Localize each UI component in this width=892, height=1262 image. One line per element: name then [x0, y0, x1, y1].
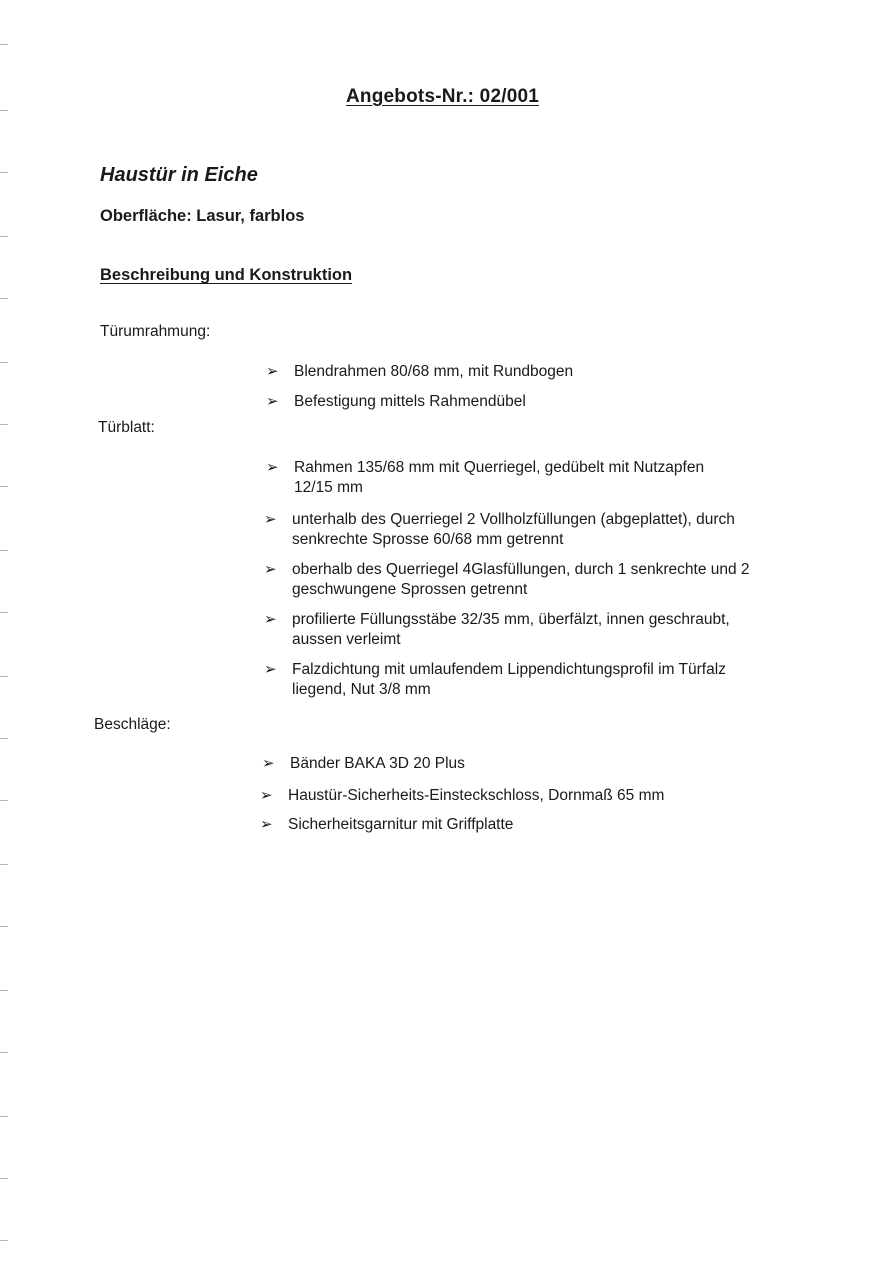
punch-margin-marks — [0, 0, 14, 1262]
list-item: ➢ oberhalb des Querriegel 4Glasfüllungen, durch 1 senkrechte und 2 geschwungene Sprossen getrennt — [264, 561, 750, 598]
group-label-tuerumrahmung: Türumrahmung: — [100, 323, 211, 340]
arrow-bullet-icon: ➢ — [264, 511, 277, 528]
list-item: ➢ Falzdichtung mit umlaufendem Lippendichtungsprofil im Türfalz liegend, Nut 3/8 mm — [264, 661, 726, 698]
arrow-bullet-icon: ➢ — [264, 611, 277, 628]
list-item: ➢ Haustür-Sicherheits-Einsteckschloss, Dornmaß 65 mm — [260, 787, 665, 804]
arrow-bullet-icon: ➢ — [260, 816, 273, 833]
arrow-bullet-icon: ➢ — [266, 459, 279, 476]
offer-number-title: Angebots-Nr.: 02/001 — [346, 86, 539, 107]
list-item: ➢ profilierte Füllungsstäbe 32/35 mm, überfälzt, innen geschraubt, aussen verleimt — [264, 611, 730, 648]
list-item: ➢ unterhalb des Querriegel 2 Vollholzfüllungen (abgeplattet), durch senkrechte Sprosse 60/68 mm getrennt — [264, 511, 735, 548]
subject-heading: Haustür in Eiche — [100, 164, 258, 186]
arrow-bullet-icon: ➢ — [262, 755, 275, 772]
arrow-bullet-icon: ➢ — [260, 787, 273, 804]
arrow-bullet-icon: ➢ — [264, 661, 277, 678]
list-item: ➢ Sicherheitsgarnitur mit Griffplatte — [260, 816, 514, 833]
surface-line: Oberfläche: Lasur, farblos — [100, 207, 305, 225]
arrow-bullet-icon: ➢ — [266, 393, 279, 410]
arrow-bullet-icon: ➢ — [264, 561, 277, 578]
group-label-tuerblatt: Türblatt: — [98, 419, 155, 436]
arrow-bullet-icon: ➢ — [266, 363, 279, 380]
list-item: ➢ Bänder BAKA 3D 20 Plus — [262, 755, 465, 772]
list-item: ➢ Blendrahmen 80/68 mm, mit Rundbogen — [266, 363, 574, 380]
section-heading: Beschreibung und Konstruktion — [100, 266, 353, 284]
list-item: ➢ Befestigung mittels Rahmendübel — [266, 393, 526, 410]
list-item: ➢ Rahmen 135/68 mm mit Querriegel, gedübelt mit Nutzapfen 12/15 mm — [266, 459, 705, 496]
group-label-beschlaege: Beschläge: — [94, 716, 171, 733]
